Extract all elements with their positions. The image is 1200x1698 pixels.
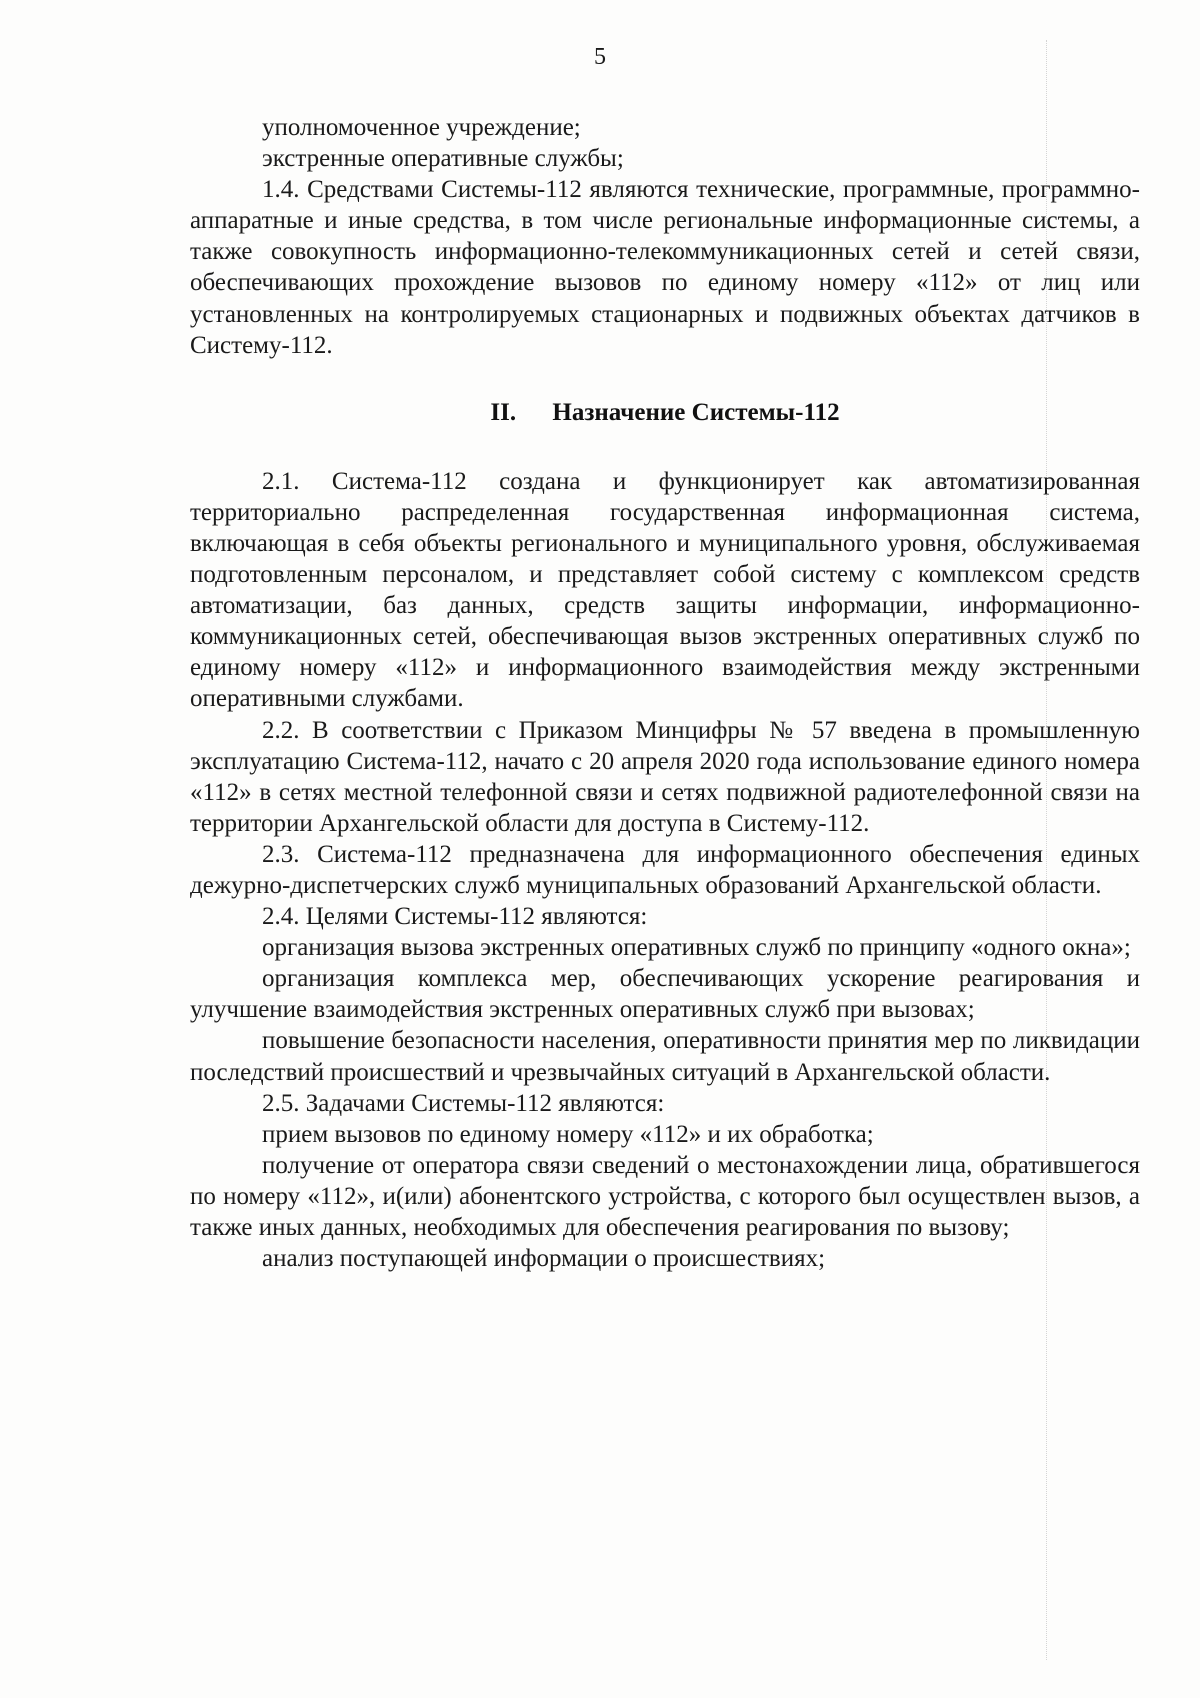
paragraph: получение от оператора связи сведений о местонахождении лица, обратившегося по номеру «112», и(или) абонентского устройства, с которого был осуществлен вызов, а также иных данных, необходимых для обеспечения реагирования по вызову; <box>190 1151 1140 1241</box>
paragraph: анализ поступающей информации о происшествиях; <box>262 1245 826 1273</box>
paragraph: 2.2. В соответствии с Приказом Минцифры № 57 введена в промышленную эксплуатацию Система-112, начато с 20 апреля 2020 года использование единого номера «112» в сетях местной телефонной связи и сетях подвижной радиотелефонной связи на территории Архангельской области для доступа в Систему-112. <box>190 716 1140 837</box>
document-body <box>190 112 1140 1274</box>
paragraph: 1.4. Средствами Системы-112 являются технические, программные, программно-аппаратные и иные средства, в том числе региональные информационные системы, а также совокупность информационно-телекоммуникационных сетей и сетей связи, обеспечивающих прохождение вызовов по единому номеру «112» от лиц или установленных на контролируемых стационарных и подвижных объектах датчиков в Систему-112. <box>190 176 1140 359</box>
paragraph: 2.3. Система-112 предназначена для информационного обеспечения единых дежурно-диспетчерских служб муниципальных образований Архангельской области. <box>190 840 1140 899</box>
paragraph: 2.4. Целями Системы-112 являются: <box>262 903 648 931</box>
paragraph: уполномоченное учреждение; <box>262 114 581 141</box>
paragraph: 2.5. Задачами Системы-112 являются: <box>262 1089 665 1117</box>
paragraph: экстренные оперативные службы; <box>262 145 624 173</box>
paragraph: 2.1. Система-112 создана и функционирует как автоматизированная территориально распределенная государственная информационная система, включающая в себя объекты регионального и муниципального уровня, обслуживаемая подготовленным персоналом, и представляет собой систему с комплексом средств автоматизации, баз данных, средств защиты информации, информационно-коммуникационных сетей, обеспечивающая вызов экстренных оперативных служб по единому номеру «112» и информационного взаимодействия между экстренными оперативными службами. <box>190 467 1140 713</box>
section-number: II. <box>490 398 517 426</box>
paragraph: повышение безопасности населения, оперативности принятия мер по ликвидации последствий происшествий и чрезвычайных ситуаций в Архангельской области. <box>190 1027 1140 1086</box>
section-heading <box>190 397 1140 428</box>
paragraph: организация вызова экстренных оперативных служб по принципу «одного окна»; <box>262 934 1131 962</box>
paragraph: организация комплекса мер, обеспечивающих ускорение реагирования и улучшение взаимодействия экстренных оперативных служб при вызовах; <box>190 965 1140 1024</box>
paragraph: прием вызовов по единому номеру «112» и их обработка; <box>262 1120 874 1148</box>
page-number: 5 <box>594 44 606 70</box>
section-title: Назначение Системы-112 <box>552 398 840 426</box>
